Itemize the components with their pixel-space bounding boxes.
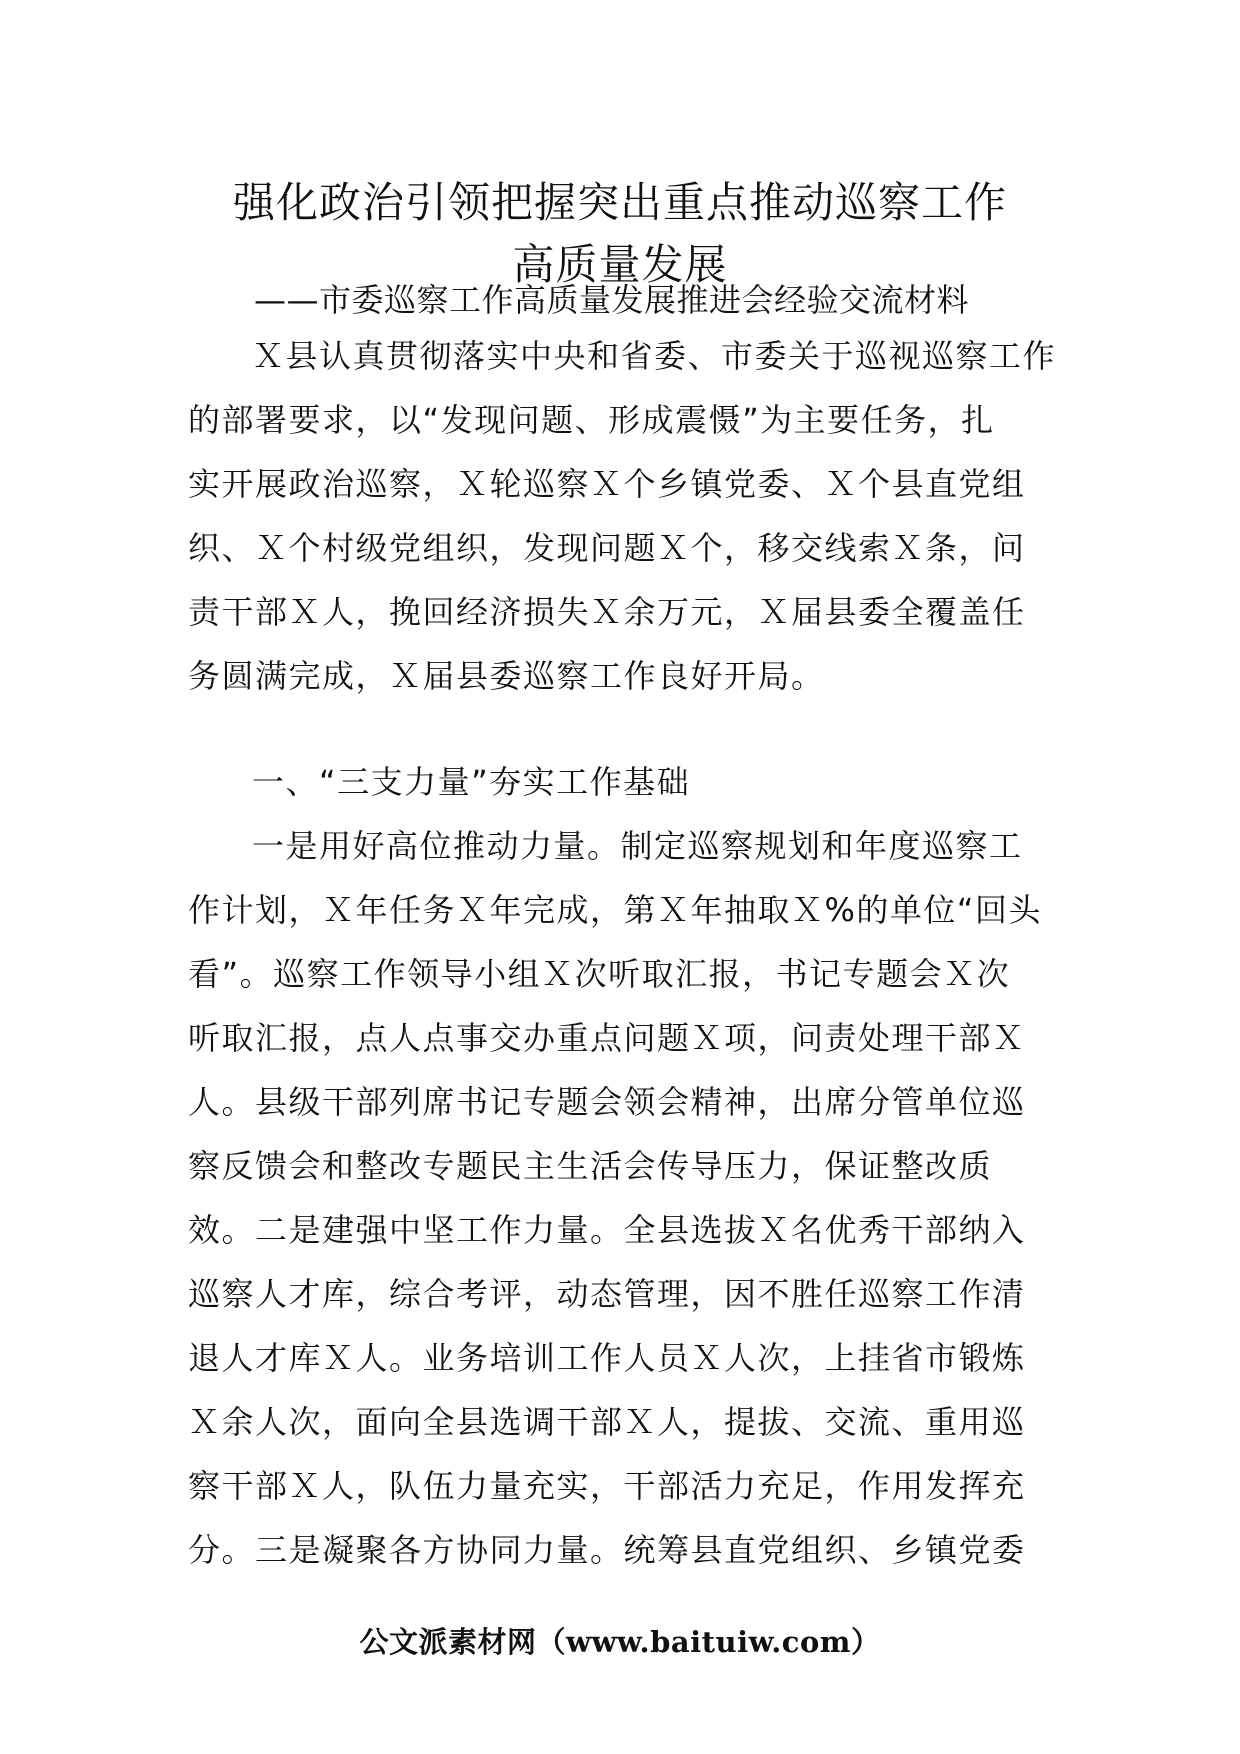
paragraph-line: Ｘ县认真贯彻落实中央和省委、市委关于巡视巡察工作 bbox=[252, 337, 1057, 375]
paragraph-line: 的部署要求，以“发现问题、形成震慑”为主要任务，扎 bbox=[188, 401, 995, 439]
document-title-line-1: 强化政治引领把握突出重点推动巡察工作 bbox=[232, 178, 1007, 227]
section-heading-paragraph bbox=[188, 750, 1058, 814]
paragraph-line: 听取汇报，点人点事交办重点问题Ｘ项，问责处理干部Ｘ bbox=[188, 1019, 1026, 1057]
paragraph-line: 退人才库Ｘ人。业务培训工作人员Ｘ人次，上挂省市锻炼 bbox=[188, 1339, 1026, 1377]
paragraph-line: 人。县级干部列席书记专题会领会精神，出席分管单位巡 bbox=[188, 1083, 1026, 1121]
document-subtitle: ——市委巡察工作高质量发展推进会经验交流材料 bbox=[254, 281, 970, 319]
paragraph-line: 分。三是凝聚各方协同力量。统筹县直党组织、乡镇党委 bbox=[188, 1531, 1026, 1569]
footer-watermark: 公文派素材网（www.baituiw.com） bbox=[359, 1625, 881, 1659]
paragraph-line: 责干部Ｘ人，挽回经济损失Ｘ余万元，Ｘ届县委全覆盖任 bbox=[188, 593, 1026, 631]
document-title-line-2: 高质量发展 bbox=[512, 240, 728, 289]
paragraph-line: 察干部Ｘ人，队伍力量充实，干部活力充足，作用发挥充 bbox=[188, 1467, 1026, 1505]
paragraph-line: 察反馈会和整改专题民主生活会传导压力，保证整改质 bbox=[188, 1147, 993, 1185]
paragraph-line: 巡察人才库，综合考评，动态管理，因不胜任巡察工作清 bbox=[188, 1275, 1026, 1313]
paragraph-line: 实开展政治巡察，Ｘ轮巡察Ｘ个乡镇党委、Ｘ个县直党组 bbox=[188, 465, 1026, 503]
paragraph-line: 务圆满完成，Ｘ届县委巡察工作良好开局。 bbox=[188, 657, 825, 695]
paragraph-line: 作计划，Ｘ年任务Ｘ年完成，第Ｘ年抽取Ｘ%的单位“回头 bbox=[188, 891, 1042, 929]
section-heading: 一、“三支力量”夯实工作基础 bbox=[252, 763, 691, 801]
intro-paragraph bbox=[188, 324, 1058, 708]
paragraph-line: 一是用好高位推动力量。制定巡察规划和年度巡察工 bbox=[252, 827, 1023, 865]
paragraph-line: 看”。巡察工作领导小组Ｘ次听取汇报，书记专题会Ｘ次 bbox=[188, 955, 1011, 993]
section-1-paragraph bbox=[188, 814, 1058, 1582]
paragraph-line: 织、Ｘ个村级党组织，发现问题Ｘ个，移交线索Ｘ条，问 bbox=[188, 529, 1026, 567]
paragraph-line: Ｘ余人次，面向全县选调干部Ｘ人，提拔、交流、重用巡 bbox=[188, 1403, 1026, 1441]
paragraph-line: 效。二是建强中坚工作力量。全县选拔Ｘ名优秀干部纳入 bbox=[188, 1211, 1026, 1249]
